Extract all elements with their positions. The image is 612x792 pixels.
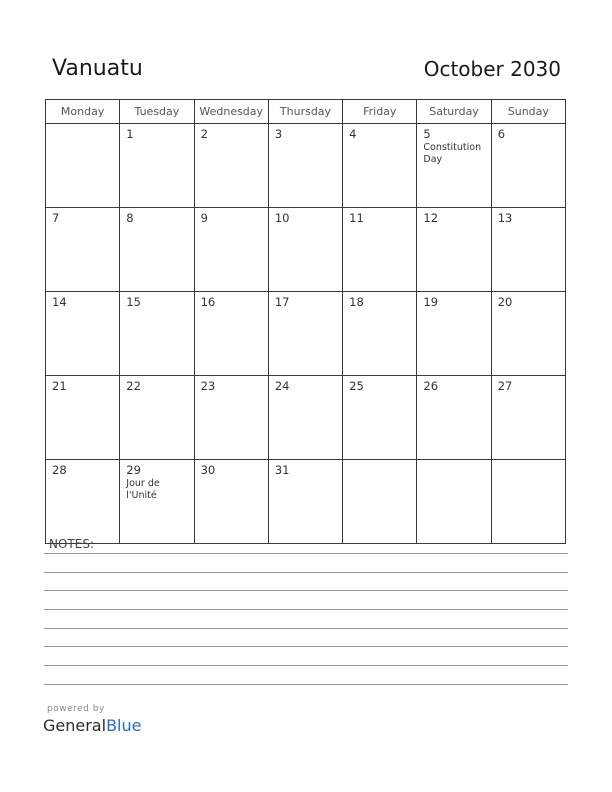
weekday-header: Tuesday: [120, 100, 194, 124]
calendar-day-cell: [343, 208, 417, 292]
calendar-day-cell: [491, 292, 565, 376]
calendar-day-cell: [268, 460, 342, 544]
day-number: 24: [274, 379, 290, 393]
day-number: 31: [274, 463, 290, 477]
day-number: 26: [423, 379, 439, 393]
calendar-week-row: [46, 208, 566, 292]
day-number: 27: [497, 379, 513, 393]
holiday-label: Jour de l'Unité: [126, 478, 160, 501]
day-number: 4: [349, 127, 357, 141]
note-line: [44, 609, 568, 610]
calendar-grid: [45, 99, 566, 544]
calendar-week-row: [46, 124, 566, 208]
weekday-header: Monday: [46, 100, 120, 124]
calendar-day-cell: [343, 376, 417, 460]
calendar-day-cell: [120, 208, 194, 292]
calendar-day-cell: [268, 124, 342, 208]
calendar-day-cell: [194, 208, 268, 292]
note-line: [44, 628, 568, 629]
day-number: 13: [497, 211, 513, 225]
calendar-day-cell: [46, 292, 120, 376]
calendar-country-title: Vanuatu: [52, 56, 143, 81]
day-number: 21: [52, 379, 67, 393]
calendar-day-cell: [120, 124, 194, 208]
day-number: 19: [423, 295, 439, 309]
day-number: 20: [497, 295, 513, 309]
calendar-day-cell: [194, 292, 268, 376]
calendar-day-cell: [46, 460, 120, 544]
day-number: 10: [274, 211, 290, 225]
weekday-header: Wednesday: [194, 100, 268, 124]
day-number: 1: [126, 127, 134, 141]
weekday-header-row: [46, 100, 566, 124]
day-number: 9: [200, 211, 208, 225]
calendar-day-cell: [268, 292, 342, 376]
day-number: 17: [274, 295, 290, 309]
powered-by-text: powered by: [47, 704, 105, 714]
calendar-day-cell: [268, 376, 342, 460]
weekday-header: Sunday: [491, 100, 565, 124]
calendar-body: [46, 124, 566, 544]
weekday-header: Saturday: [417, 100, 491, 124]
calendar-day-cell: [417, 460, 491, 544]
day-number: 25: [349, 379, 364, 393]
calendar-day-cell: [268, 208, 342, 292]
calendar-day-cell: [417, 124, 491, 208]
calendar-day-cell: [120, 460, 194, 544]
day-number: 11: [349, 211, 364, 225]
calendar-day-cell: [491, 124, 565, 208]
day-number: 8: [126, 211, 134, 225]
note-line: [44, 553, 568, 554]
day-number: 7: [52, 211, 60, 225]
weekday-header: Friday: [343, 100, 417, 124]
brand-general-text: General: [43, 716, 107, 735]
calendar-week-row: [46, 292, 566, 376]
holiday-label: Constitution Day: [423, 142, 482, 165]
calendar-day-cell: [120, 292, 194, 376]
day-number: 22: [126, 379, 141, 393]
day-number: 12: [423, 211, 439, 225]
calendar-day-cell: [343, 292, 417, 376]
generalblue-logo: [43, 716, 141, 735]
day-number: 30: [200, 463, 216, 477]
day-number: 2: [200, 127, 208, 141]
calendar-day-cell: [194, 460, 268, 544]
calendar-day-cell: [194, 376, 268, 460]
calendar-day-cell: [491, 376, 565, 460]
day-number: 3: [274, 127, 283, 141]
note-line: [44, 590, 568, 591]
day-number: 23: [200, 379, 216, 393]
day-number: 16: [200, 295, 216, 309]
day-number: 6: [497, 127, 506, 141]
notes-label: NOTES:: [49, 537, 94, 551]
calendar-week-row: [46, 460, 566, 544]
calendar-day-cell: [417, 208, 491, 292]
day-number: 18: [349, 295, 364, 309]
calendar-month-title: October 2030: [423, 57, 561, 81]
calendar-day-cell: [343, 460, 417, 544]
calendar-day-cell: [343, 124, 417, 208]
calendar-day-cell: [491, 208, 565, 292]
calendar-day-cell: [120, 376, 194, 460]
day-number: 15: [126, 295, 141, 309]
calendar-day-cell: [194, 124, 268, 208]
calendar-day-cell: [417, 376, 491, 460]
calendar-day-cell: [491, 460, 565, 544]
calendar-day-cell: [417, 292, 491, 376]
day-number: 5: [423, 127, 431, 141]
note-line: [44, 572, 568, 573]
calendar-day-cell: [46, 124, 120, 208]
day-number: 28: [52, 463, 67, 477]
note-line: [44, 665, 568, 666]
calendar-day-cell: [46, 376, 120, 460]
weekday-header: Thursday: [268, 100, 342, 124]
day-number: 14: [52, 295, 67, 309]
day-number: 29: [126, 463, 141, 477]
note-line: [44, 684, 568, 685]
note-line: [44, 646, 568, 647]
calendar-week-row: [46, 376, 566, 460]
brand-blue-text: Blue: [106, 716, 142, 735]
calendar-day-cell: [46, 208, 120, 292]
